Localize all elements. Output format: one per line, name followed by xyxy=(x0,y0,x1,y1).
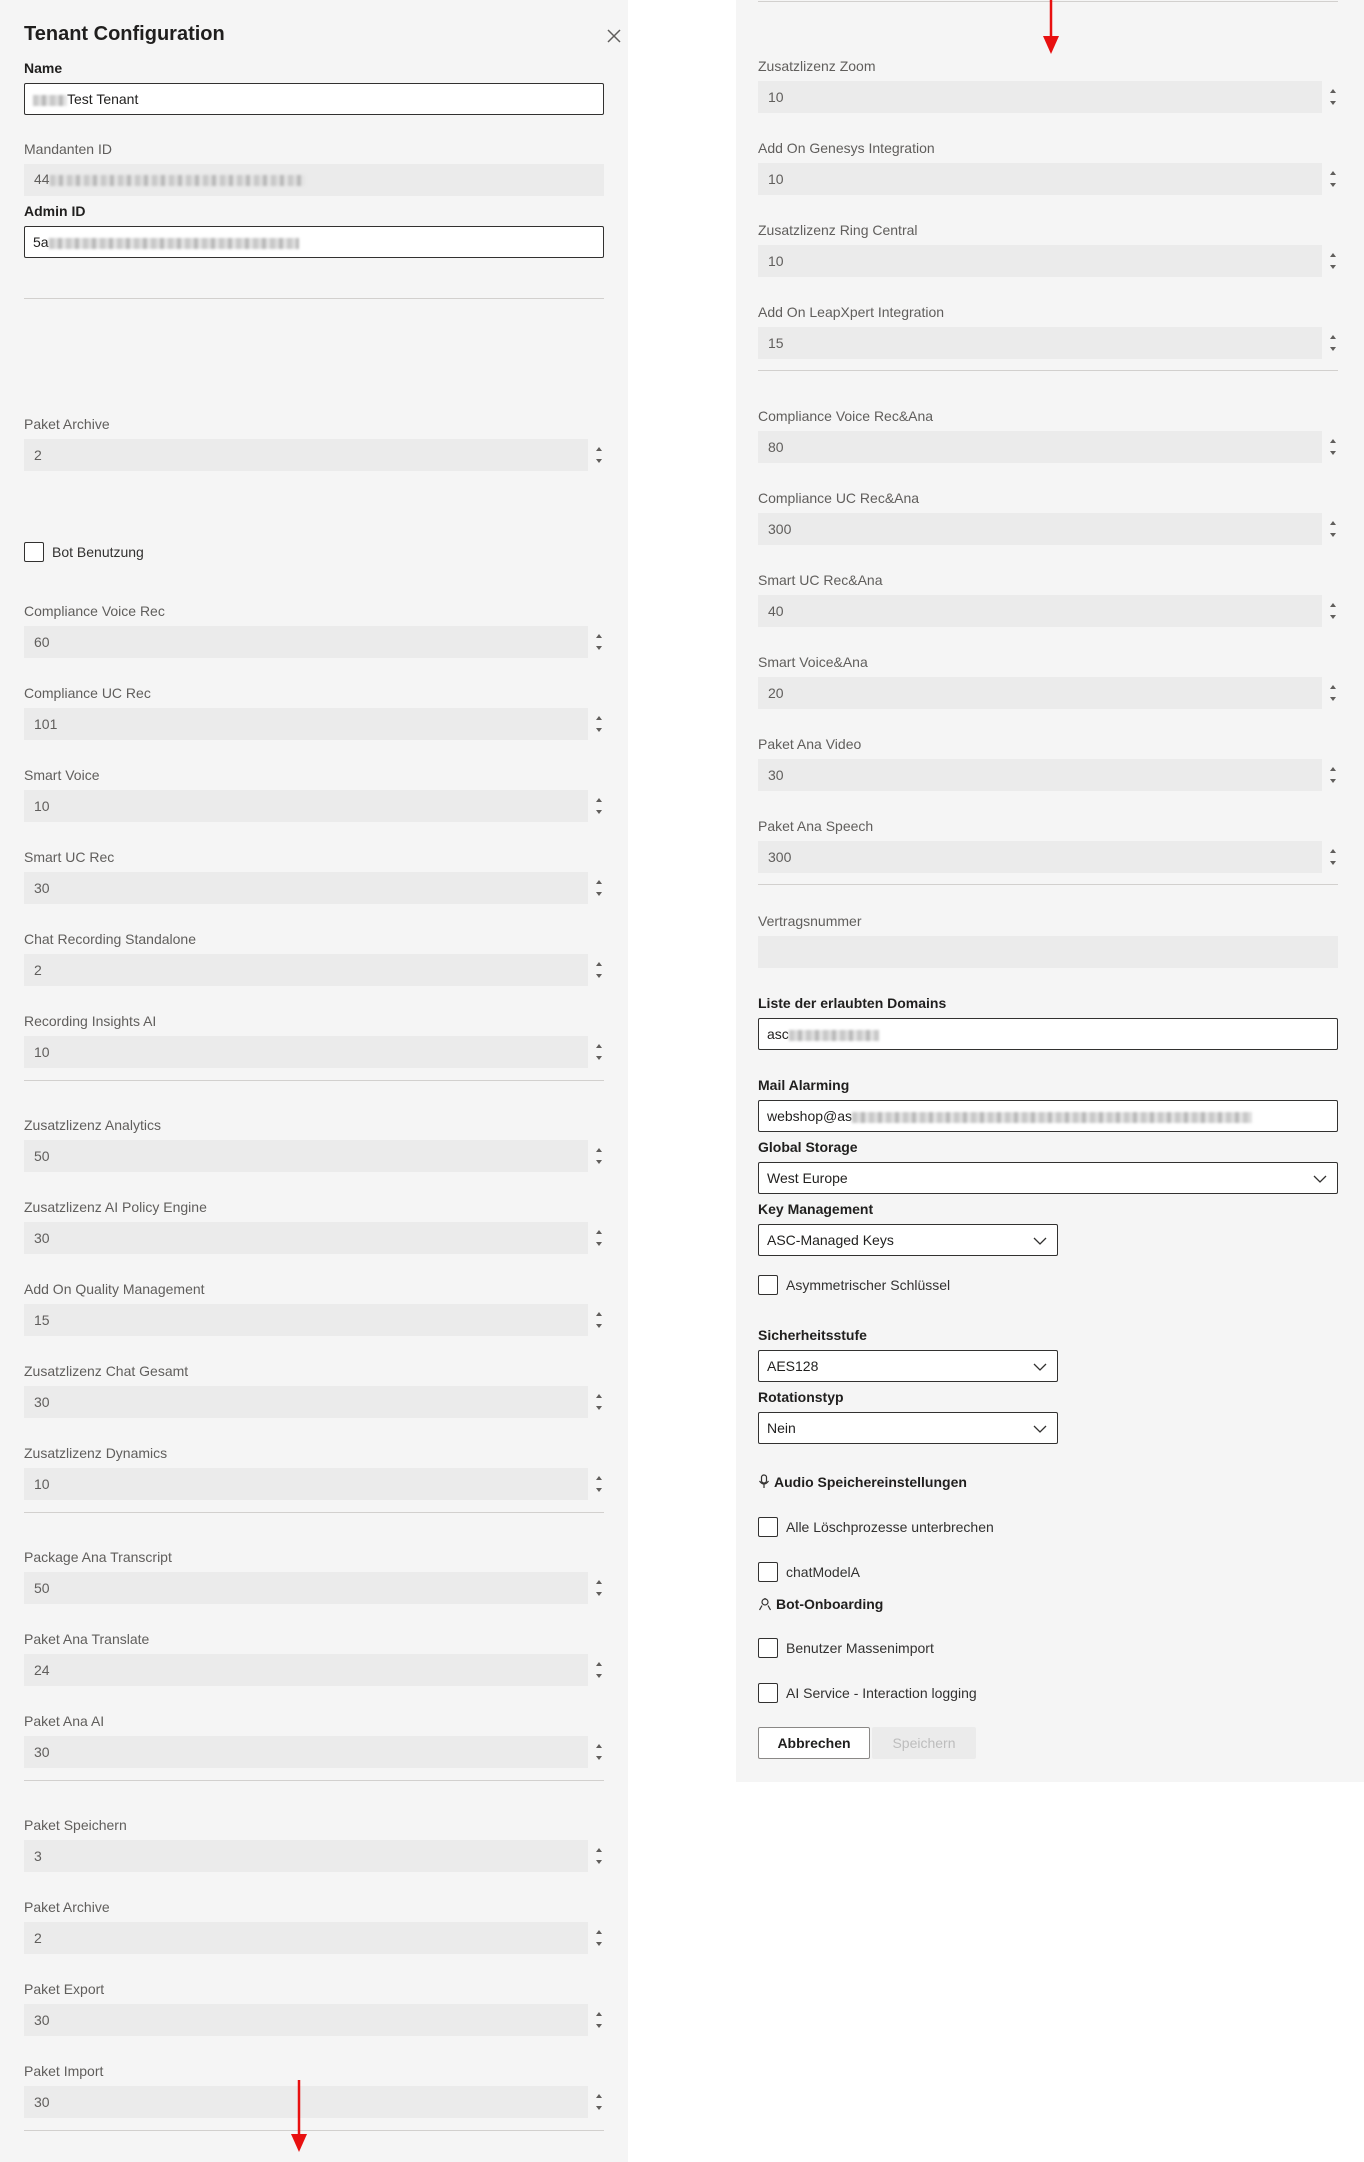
package-ana-transcript-number-input[interactable] xyxy=(24,1572,588,1604)
number-value: 30 xyxy=(34,2012,50,2028)
paket-ana-video-number-input[interactable] xyxy=(758,759,1322,791)
paket-ana-translate-label: Paket Ana Translate xyxy=(24,1631,150,1647)
zusatzlizenz-zoom-label: Zusatzlizenz Zoom xyxy=(758,58,876,74)
zusatzlizenz-dynamics-label: Zusatzlizenz Dynamics xyxy=(24,1445,168,1461)
chat-model-a-label: chatModelA xyxy=(786,1564,860,1580)
panel-title: Tenant Configuration xyxy=(24,23,225,45)
recording-insights-ai-label: Recording Insights AI xyxy=(24,1013,157,1029)
add-on-leapxpert-number-input[interactable] xyxy=(758,327,1322,359)
asymmetric-key-label: Asymmetrischer Schlüssel xyxy=(786,1277,951,1293)
number-value: 30 xyxy=(34,1230,50,1246)
admin-id-input[interactable] xyxy=(24,226,604,258)
security-level-value: AES128 xyxy=(767,1358,819,1374)
number-value: 30 xyxy=(34,1744,50,1760)
spin-arrows-icon[interactable] xyxy=(594,1224,604,1252)
compliance-voice-rec-ana-number-input[interactable] xyxy=(758,431,1322,463)
zusatzlizenz-zoom-number-input[interactable] xyxy=(758,81,1322,113)
chevron-down-icon xyxy=(1033,1423,1047,1435)
tenant-id-field xyxy=(24,164,604,196)
paket-ana-translate-number-input[interactable] xyxy=(24,1654,588,1686)
chat-recording-standalone-label: Chat Recording Standalone xyxy=(24,931,197,947)
number-value: 10 xyxy=(34,1044,50,1060)
paket-ana-video-label: Paket Ana Video xyxy=(758,736,862,752)
compliance-voice-rec-label: Compliance Voice Rec xyxy=(24,603,165,619)
number-value: 2 xyxy=(34,447,42,463)
redacted-text xyxy=(50,175,305,186)
paket-speichern-number-input[interactable] xyxy=(24,1840,588,1872)
bot-onboarding-section xyxy=(758,1596,883,1612)
tenant-id-label: Mandanten ID xyxy=(24,141,112,157)
paket-speichern-label: Paket Speichern xyxy=(24,1817,127,1833)
smart-voice-ana-number-input[interactable] xyxy=(758,677,1322,709)
chevron-down-icon xyxy=(1033,1361,1047,1373)
contract-number-field xyxy=(758,936,1338,968)
stop-deletion-label: Alle Löschprozesse unterbrechen xyxy=(786,1519,994,1535)
spin-arrows-icon[interactable] xyxy=(1328,843,1338,871)
global-storage-value: West Europe xyxy=(767,1170,848,1186)
number-value: 300 xyxy=(768,849,792,865)
admin-id-value: 5a xyxy=(33,234,49,250)
audio-storage-section xyxy=(758,1474,967,1490)
domains-input[interactable] xyxy=(758,1018,1338,1050)
contract-number-label: Vertragsnummer xyxy=(758,913,862,929)
spin-arrows-icon[interactable] xyxy=(594,1656,604,1684)
paket-ana-ai-label: Paket Ana AI xyxy=(24,1713,105,1729)
number-value: 30 xyxy=(34,2094,50,2110)
bot-onboarding-title: Bot-Onboarding xyxy=(776,1596,884,1612)
paket-archive-1-label: Paket Archive xyxy=(24,416,110,432)
number-value: 30 xyxy=(34,1394,50,1410)
smart-voice-ana-label: Smart Voice&Ana xyxy=(758,654,868,670)
number-value: 10 xyxy=(34,1476,50,1492)
rotation-type-label: Rotationstyp xyxy=(758,1389,844,1405)
spin-arrows-icon[interactable] xyxy=(594,1738,604,1766)
number-value: 80 xyxy=(768,439,784,455)
number-value: 40 xyxy=(768,603,784,619)
spin-arrows-icon[interactable] xyxy=(594,2006,604,2034)
spin-arrows-icon[interactable] xyxy=(1328,597,1338,625)
paket-ana-speech-number-input[interactable] xyxy=(758,841,1322,873)
chat-recording-standalone-number-input[interactable] xyxy=(24,954,588,986)
tenant-id-value: 44 xyxy=(34,171,50,187)
paket-export-label: Paket Export xyxy=(24,1981,105,1997)
rotation-type-dropdown[interactable] xyxy=(758,1412,1058,1444)
spin-arrows-icon[interactable] xyxy=(594,956,604,984)
close-icon[interactable] xyxy=(604,26,624,46)
add-on-genesys-number-input[interactable] xyxy=(758,163,1322,195)
number-value: 20 xyxy=(768,685,784,701)
number-value: 10 xyxy=(768,253,784,269)
number-value: 50 xyxy=(34,1580,50,1596)
divider xyxy=(24,1780,604,1781)
rotation-type-value: Nein xyxy=(767,1420,796,1436)
global-storage-dropdown[interactable] xyxy=(758,1162,1338,1194)
divider xyxy=(24,2130,604,2131)
smart-uc-rec-ana-number-input[interactable] xyxy=(758,595,1322,627)
number-value: 15 xyxy=(34,1312,50,1328)
smart-uc-rec-number-input[interactable] xyxy=(24,872,588,904)
annotation-arrow-icon xyxy=(1039,0,1063,58)
checkbox-box[interactable] xyxy=(758,1683,778,1703)
divider xyxy=(758,884,1338,885)
spin-arrows-icon[interactable] xyxy=(1328,329,1338,357)
cancel-button[interactable]: Abbrechen xyxy=(758,1727,870,1759)
spin-arrows-icon[interactable] xyxy=(1328,433,1338,461)
redacted-text xyxy=(33,95,67,106)
domains-label: Liste der erlaubten Domains xyxy=(758,995,947,1011)
number-value: 300 xyxy=(768,521,792,537)
left-panel xyxy=(0,0,628,2162)
paket-ana-ai-number-input[interactable] xyxy=(24,1736,588,1768)
number-value: 10 xyxy=(34,798,50,814)
zusatzlizenz-analytics-label: Zusatzlizenz Analytics xyxy=(24,1117,161,1133)
checkbox-box[interactable] xyxy=(758,1275,778,1295)
spin-arrows-icon[interactable] xyxy=(594,792,604,820)
smart-uc-rec-ana-label: Smart UC Rec&Ana xyxy=(758,572,883,588)
checkbox-box[interactable] xyxy=(758,1517,778,1537)
zusatzlizenz-ai-policy-engine-label: Zusatzlizenz AI Policy Engine xyxy=(24,1199,207,1215)
number-value: 24 xyxy=(34,1662,50,1678)
checkbox-box[interactable] xyxy=(758,1562,778,1582)
zusatzlizenz-dynamics-number-input[interactable] xyxy=(24,1468,588,1500)
divider xyxy=(24,298,604,299)
number-value: 30 xyxy=(768,767,784,783)
spin-arrows-icon[interactable] xyxy=(594,874,604,902)
compliance-uc-rec-ana-number-input[interactable] xyxy=(758,513,1322,545)
number-value: 10 xyxy=(768,89,784,105)
spin-arrows-icon[interactable] xyxy=(594,1306,604,1334)
chevron-down-icon xyxy=(1033,1235,1047,1247)
bulk-import-label: Benutzer Massenimport xyxy=(786,1640,934,1656)
spin-arrows-icon[interactable] xyxy=(594,441,604,469)
zusatzlizenz-ring-central-number-input[interactable] xyxy=(758,245,1322,277)
security-level-label: Sicherheitsstufe xyxy=(758,1327,867,1343)
zusatzlizenz-chat-gesamt-label: Zusatzlizenz Chat Gesamt xyxy=(24,1363,189,1379)
name-value: Test Tenant xyxy=(67,91,139,107)
smart-uc-rec-label: Smart UC Rec xyxy=(24,849,115,865)
name-label: Name xyxy=(24,60,63,76)
number-value: 30 xyxy=(34,880,50,896)
key-management-label: Key Management xyxy=(758,1201,874,1217)
spin-arrows-icon[interactable] xyxy=(594,1574,604,1602)
spin-arrows-icon[interactable] xyxy=(594,1388,604,1416)
add-on-quality-management-number-input[interactable] xyxy=(24,1304,588,1336)
number-value: 3 xyxy=(34,1848,42,1864)
number-value: 101 xyxy=(34,716,58,732)
divider xyxy=(758,370,1338,371)
spin-arrows-icon[interactable] xyxy=(594,2088,604,2116)
checkbox-box[interactable] xyxy=(758,1638,778,1658)
domains-value: asc xyxy=(767,1026,789,1042)
paket-archive-1-number-input[interactable] xyxy=(24,439,588,471)
spin-arrows-icon[interactable] xyxy=(1328,679,1338,707)
zusatzlizenz-ai-policy-engine-number-input[interactable] xyxy=(24,1222,588,1254)
zusatzlizenz-ring-central-label: Zusatzlizenz Ring Central xyxy=(758,222,918,238)
annotation-arrow-icon xyxy=(287,2080,311,2156)
number-value: 2 xyxy=(34,962,42,978)
save-button[interactable]: Speichern xyxy=(872,1727,976,1759)
add-on-genesys-label: Add On Genesys Integration xyxy=(758,140,935,156)
compliance-voice-rec-ana-label: Compliance Voice Rec&Ana xyxy=(758,408,934,424)
security-level-dropdown[interactable] xyxy=(758,1350,1058,1382)
spin-arrows-icon[interactable] xyxy=(594,1038,604,1066)
spin-arrows-icon[interactable] xyxy=(594,1924,604,1952)
redacted-text xyxy=(852,1112,1252,1123)
compliance-uc-rec-label: Compliance UC Rec xyxy=(24,685,151,701)
global-storage-label: Global Storage xyxy=(758,1139,858,1155)
spin-arrows-icon[interactable] xyxy=(1328,761,1338,789)
name-input[interactable] xyxy=(24,83,604,115)
add-on-leapxpert-label: Add On LeapXpert Integration xyxy=(758,304,945,320)
spin-arrows-icon[interactable] xyxy=(594,1142,604,1170)
ai-interaction-logging-label: AI Service - Interaction logging xyxy=(786,1685,977,1701)
paket-archive-2-label: Paket Archive xyxy=(24,1899,110,1915)
zusatzlizenz-analytics-number-input[interactable] xyxy=(24,1140,588,1172)
spin-arrows-icon[interactable] xyxy=(594,710,604,738)
number-value: 15 xyxy=(768,335,784,351)
divider xyxy=(24,1080,604,1081)
spin-arrows-icon[interactable] xyxy=(594,1470,604,1498)
spin-arrows-icon[interactable] xyxy=(1328,165,1338,193)
paket-import-label: Paket Import xyxy=(24,2063,104,2079)
chevron-down-icon xyxy=(1313,1173,1327,1185)
number-value: 50 xyxy=(34,1148,50,1164)
paket-export-number-input[interactable] xyxy=(24,2004,588,2036)
bot-usage-label: Bot Benutzung xyxy=(52,544,144,560)
number-value: 10 xyxy=(768,171,784,187)
paket-ana-speech-label: Paket Ana Speech xyxy=(758,818,874,834)
package-ana-transcript-label: Package Ana Transcript xyxy=(24,1549,172,1565)
microphone-icon xyxy=(758,1474,770,1489)
divider xyxy=(24,1512,604,1513)
spin-arrows-icon[interactable] xyxy=(1328,247,1338,275)
smart-voice-label: Smart Voice xyxy=(24,767,100,783)
spin-arrows-icon[interactable] xyxy=(594,1842,604,1870)
zusatzlizenz-chat-gesamt-number-input[interactable] xyxy=(24,1386,588,1418)
key-management-dropdown[interactable] xyxy=(758,1224,1058,1256)
admin-id-label: Admin ID xyxy=(24,203,86,219)
add-on-quality-management-label: Add On Quality Management xyxy=(24,1281,205,1297)
redacted-text xyxy=(49,238,299,249)
compliance-voice-rec-number-input[interactable] xyxy=(24,626,588,658)
paket-archive-2-number-input[interactable] xyxy=(24,1922,588,1954)
key-management-value: ASC-Managed Keys xyxy=(767,1232,894,1248)
compliance-uc-rec-number-input[interactable] xyxy=(24,708,588,740)
mail-alarming-label: Mail Alarming xyxy=(758,1077,850,1093)
compliance-uc-rec-ana-label: Compliance UC Rec&Ana xyxy=(758,490,920,506)
number-value: 2 xyxy=(34,1930,42,1946)
spin-arrows-icon[interactable] xyxy=(1328,515,1338,543)
smart-voice-number-input[interactable] xyxy=(24,790,588,822)
redacted-text xyxy=(789,1030,879,1041)
number-value: 60 xyxy=(34,634,50,650)
audio-storage-title: Audio Speichereinstellungen xyxy=(774,1474,967,1490)
recording-insights-ai-number-input[interactable] xyxy=(24,1036,588,1068)
mail-alarming-input[interactable] xyxy=(758,1100,1338,1132)
spin-arrows-icon[interactable] xyxy=(594,628,604,656)
robot-icon xyxy=(758,1597,772,1611)
checkbox-box[interactable] xyxy=(24,542,44,562)
mail-alarming-value: webshop@as xyxy=(767,1108,853,1124)
spin-arrows-icon[interactable] xyxy=(1328,83,1338,111)
